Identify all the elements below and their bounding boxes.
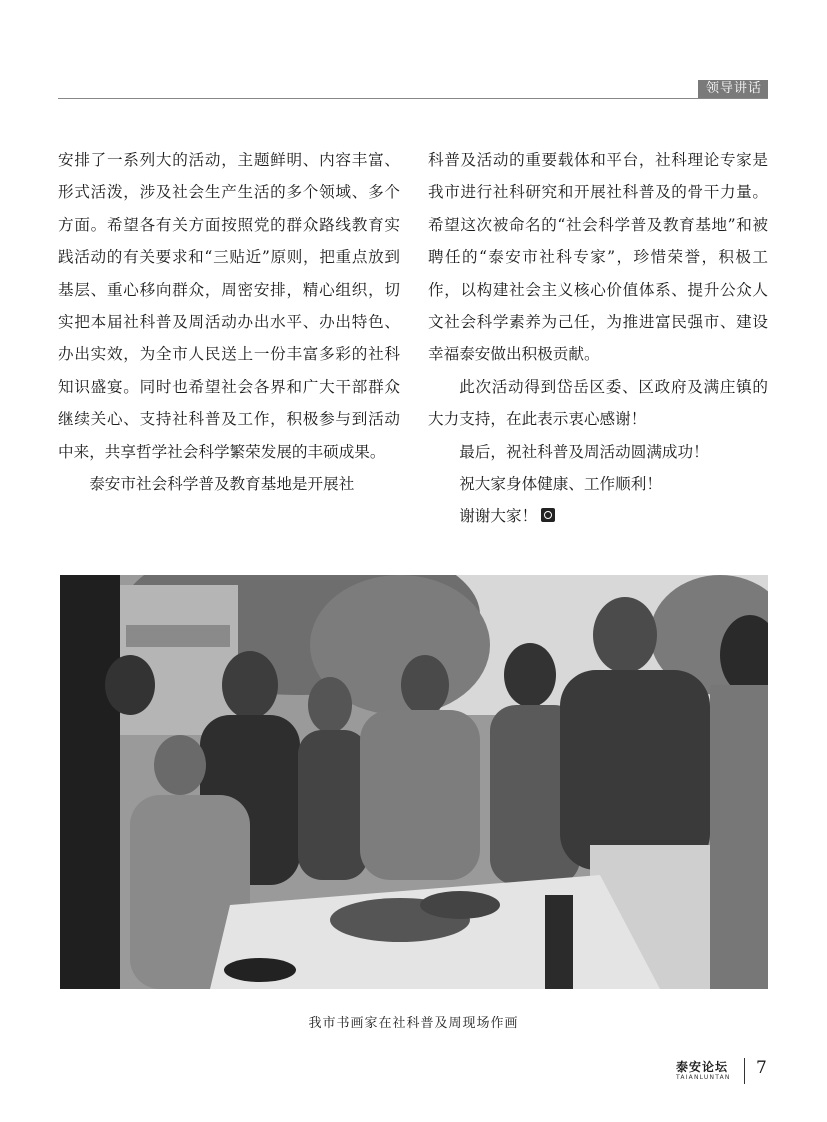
event-photo: [60, 575, 768, 989]
article-column-right: [428, 144, 768, 533]
closing-text: 谢谢大家！: [459, 507, 538, 526]
article-paragraph: 祝大家身体健康、工作顺利！: [459, 475, 662, 494]
header-rule: [58, 98, 768, 99]
magazine-name: 泰安论坛: [676, 1060, 729, 1074]
end-mark-icon: [541, 508, 555, 522]
magazine-pinyin: TAIANLUNTAN: [676, 1074, 731, 1081]
section-tag: 领导讲话: [698, 80, 768, 98]
article-paragraph: 科普及活动的重要载体和平台，社科理论专家是我市进行社科研究和开展社科普及的骨干力量。希望这次被命名的“社会科学普及教育基地”和被聘任的“泰安市社科专家”，珍惜荣誉，积极工作，以构建社会主义核心价值体系、提升公众人文社会科学素养为己任，为推进富民强市、建设幸福泰安做出积极贡献。: [428, 151, 768, 364]
article-paragraph: 泰安市社会科学普及教育基地是开展社: [89, 475, 355, 494]
page-number: 7: [756, 1058, 767, 1078]
article-closing: [428, 500, 768, 532]
photo-illustration: [60, 575, 768, 989]
photo-caption: 我市书画家在社科普及周现场作画: [308, 1016, 519, 1031]
article-paragraph: 此次活动得到岱岳区委、区政府及满庄镇的大力支持，在此表示衷心感谢！: [428, 377, 768, 429]
article-paragraph: 安排了一系列大的活动，主题鲜明、内容丰富、形式活泼，涉及社会生产生活的多个领域、多个方面。希望各有关方面按照党的群众路线教育实践活动的有关要求和“三贴近”原则，把重点放到基层、重心移向群众，周密安排，精心组织，切实把本届社科普及周活动办出水平、办出特色、办出实效，为全市人民送上一份丰富多彩的社科知识盛宴。同时也希望社会各界和广大干部群众继续关心、支持社科普及工作，积极参与到活动中来，共享哲学社会科学繁荣发展的丰硕成果。: [58, 151, 400, 461]
article-paragraph: 最后，祝社科普及周活动圆满成功！: [459, 442, 709, 461]
footer-divider: [744, 1058, 745, 1084]
article-column-left: [58, 144, 400, 500]
